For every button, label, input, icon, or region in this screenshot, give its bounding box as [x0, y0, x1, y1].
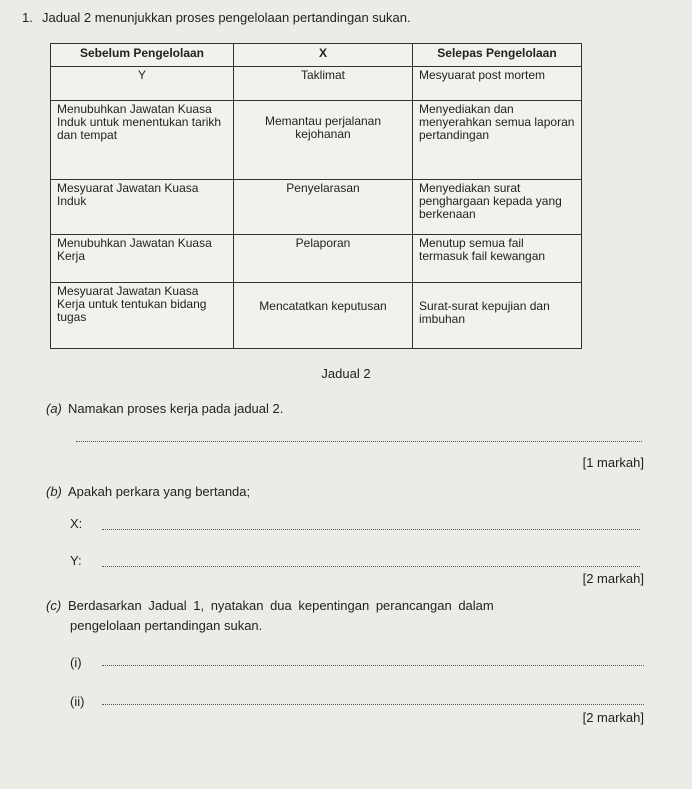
- part-b-mark: [2 markah]: [582, 571, 644, 586]
- table-row: [51, 283, 582, 349]
- part-c-text-line2: pengelolaan pertandingan sukan.: [70, 618, 263, 633]
- table-cell: Menyediakan dan menyerahkan semua laporan pertandingan: [413, 101, 582, 180]
- answer-line-a[interactable]: [76, 441, 642, 442]
- part-a-text: Namakan proses kerja pada jadual 2.: [68, 401, 284, 416]
- table-header-cell: X: [234, 44, 413, 67]
- question-intro: Jadual 2 menunjukkan proses pengelolaan pertandingan sukan.: [42, 10, 411, 25]
- part-c-i-label: (i): [70, 655, 82, 670]
- question-number: 1.: [22, 10, 33, 25]
- answer-line-x[interactable]: [102, 529, 640, 530]
- table-header-cell: Sebelum Pengelolaan: [51, 44, 234, 67]
- table-cell: Menubuhkan Jawatan Kuasa Kerja: [51, 235, 234, 283]
- table-cell: Memantau perjalanan kejohanan: [234, 101, 413, 180]
- part-b-question: [46, 484, 250, 499]
- table-cell: Menutup semua fail termasuk fail kewangan: [413, 235, 582, 283]
- answer-line-c-i[interactable]: [102, 665, 644, 666]
- table-cell: Mencatatkan keputusan: [234, 283, 413, 349]
- part-a-mark: [1 markah]: [582, 455, 644, 470]
- table-row: [51, 235, 582, 283]
- jadual-2-table: [50, 43, 582, 349]
- table-cell: Penyelarasan: [234, 180, 413, 235]
- part-c-mark: [2 markah]: [582, 710, 644, 725]
- part-b-x-label: X:: [70, 516, 83, 531]
- part-c-question: [46, 598, 646, 613]
- table-row: [51, 101, 582, 180]
- table-cell: Mesyuarat post mortem: [413, 67, 582, 101]
- table-cell: Taklimat: [234, 67, 413, 101]
- table-row: [51, 180, 582, 235]
- part-b-text: Apakah perkara yang bertanda;: [68, 484, 251, 499]
- part-a-question: [46, 401, 283, 416]
- table-cell: Y: [51, 67, 234, 101]
- table-cell: Pelaporan: [234, 235, 413, 283]
- table-cell: Surat-surat kepujian dan imbuhan: [413, 283, 582, 349]
- table-cell: Mesyuarat Jawatan Kuasa Induk: [51, 180, 234, 235]
- answer-line-c-ii[interactable]: [102, 704, 644, 705]
- question-heading: [22, 10, 411, 25]
- part-b-y-label: Y:: [70, 553, 82, 568]
- answer-line-y[interactable]: [102, 566, 640, 567]
- table-cell: Mesyuarat Jawatan Kuasa Kerja untuk tentukan bidang tugas: [51, 283, 234, 349]
- part-b-label: (b): [46, 484, 62, 499]
- table-row: [51, 67, 582, 101]
- part-a-label: (a): [46, 401, 62, 416]
- part-c-text-line1: Berdasarkan Jadual 1, nyatakan dua kepentingan perancangan dalam: [68, 598, 494, 613]
- part-c-ii-label: (ii): [70, 694, 85, 709]
- part-c-label: (c): [46, 598, 62, 613]
- table-caption: Jadual 2: [321, 366, 371, 381]
- table-cell: Menubuhkan Jawatan Kuasa Induk untuk menentukan tarikh dan tempat: [51, 101, 234, 180]
- table-header-row: [51, 44, 582, 67]
- table-header-cell: Selepas Pengelolaan: [413, 44, 582, 67]
- table-cell: Menyediakan surat penghargaan kepada yang berkenaan: [413, 180, 582, 235]
